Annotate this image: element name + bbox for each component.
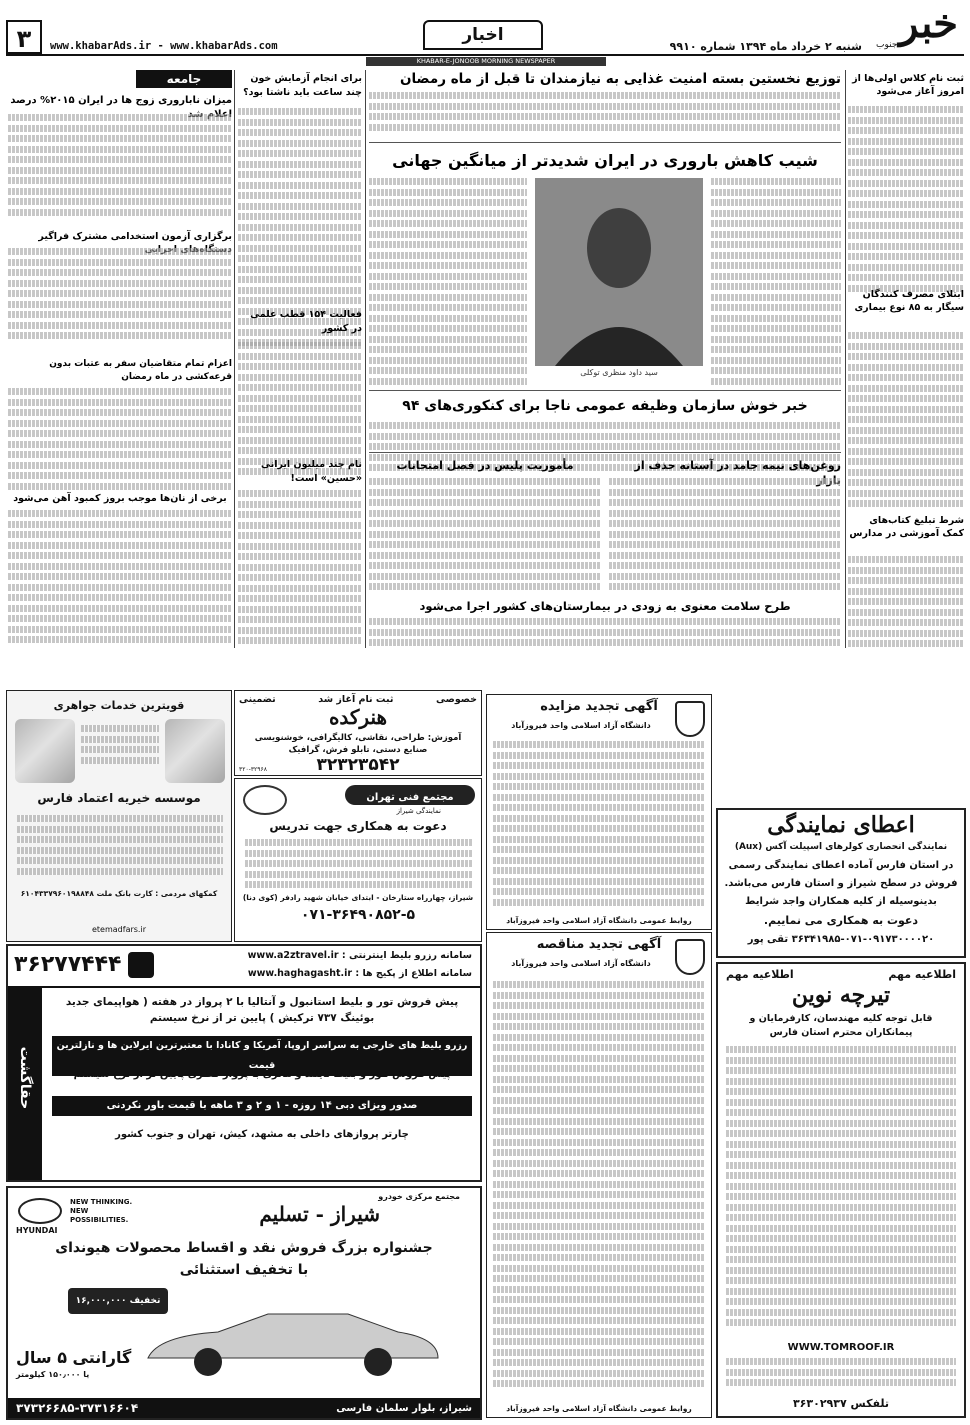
article-headline[interactable]: خبر خوش سازمان وظیفه عمومی ناجا برای کنکوری‌های ۹۴	[402, 398, 808, 414]
section-tab	[423, 20, 543, 50]
ad-address: شیراز، بلوار سلمان فارسی	[336, 1402, 472, 1414]
brand-text: حقاگشت	[17, 1046, 33, 1110]
lead-headline[interactable]: توزیع نخستین بسته امنیت غذایی به نیازمندان تا قبل از ماه رمضان	[399, 71, 841, 87]
section-title: اخبار	[462, 25, 504, 45]
ad-title: اعطای نمایندگی	[767, 812, 915, 838]
main-stories	[369, 70, 841, 648]
mid-column	[238, 70, 362, 648]
article-body	[848, 106, 964, 296]
ad-phone[interactable]: ۳۶۲۷۷۴۴۴	[14, 952, 122, 977]
article-body	[8, 248, 232, 344]
ad-line: صدور ویزای دبی ۱۴ روزه - ۱ و ۲ و ۳ ماهه با قیمت باور نکردنی	[52, 1096, 472, 1116]
ad-logo	[243, 785, 287, 815]
article-headline[interactable]: مأموریت پلیس در فصل امتحانات	[396, 459, 574, 472]
ad-hyundai[interactable]	[6, 1186, 482, 1420]
ad-line: چارتر پروازهای داخلی به مشهد، کیش، تهران و جنوب کشور	[115, 1129, 409, 1140]
ad-tirche[interactable]	[716, 962, 966, 1418]
article-body	[8, 114, 232, 224]
ad-label: اطلاعیه مهم	[726, 968, 794, 981]
article-headline[interactable]: برگزاری آزمون استخدامی مشترک فراگیر	[38, 231, 232, 242]
article-photo	[535, 178, 703, 366]
article-headline[interactable]: برخی از نان‌ها موجب بروز کمبود آهن می‌شود	[13, 493, 227, 504]
ad-travel[interactable]	[6, 944, 482, 1182]
article-headline[interactable]: ابتلای مصرف کنندگان سیگار به ۸۵ نوع بیماری	[854, 289, 964, 313]
article-body	[369, 478, 601, 596]
brand: HYUNDAI	[16, 1226, 58, 1235]
site-label: سامانه اطلاع از پکیج ها :	[355, 968, 472, 979]
lead-body	[369, 92, 841, 136]
ad-title: قویترین خدمات جواهری	[53, 699, 185, 712]
ad-org: دانشگاه آزاد اسلامی واحد فیروزآباد	[511, 721, 651, 730]
article-headline[interactable]: برای انجام آزمایش خون چند ساعت باید ناشتا بود؟	[243, 73, 362, 98]
ad-contact: کمکهای مردمی : کارت بانک ملت ۶۱۰۴۳۳۷۹۶۰۱۹۸۸۴۸	[20, 889, 218, 898]
ad-tender[interactable]	[486, 932, 712, 1418]
ad-headline: دعوت به همکاری جهت تدریس	[269, 819, 447, 833]
date-line: شنبه ۲ خرداد ماه ۱۳۹۴ شماره ۹۹۱۰	[669, 40, 862, 53]
ad-line: پیش فروش تـور و بلیط تایلند و مالزی با پرواز قطری پایین تر از نرخ سیستم	[73, 1069, 451, 1080]
masthead	[0, 0, 970, 66]
site-urls[interactable]: www.khabarAds.ir - www.khabarAds.com	[50, 40, 278, 52]
ad-name: موسسه خیریه اعتماد فارس	[37, 791, 201, 805]
photo-caption: سید داود منظری توکلی	[580, 368, 658, 377]
left-column	[8, 70, 232, 648]
phone-icon	[128, 952, 154, 978]
ad-line: نمایندگی انحصاری کولرهای اسپیلت آکس (Aux)	[734, 842, 948, 852]
logo	[870, 0, 962, 50]
article-headline[interactable]: فعالیت ۱۵۴ قطب علمی در کشور	[250, 309, 362, 334]
car-illustration	[138, 1306, 448, 1380]
hyundai-logo-icon	[18, 1198, 62, 1224]
article-headline[interactable]: روغن‌های نیمه جامد در آستانه حذف از	[634, 459, 841, 472]
ad-line: صنایع دستی، تابلو فرش، گرافیک	[288, 745, 428, 755]
ad-phone-label: تلفکس	[850, 1397, 890, 1410]
ad-phone[interactable]: ۳۷۳۲۶۶۸۵-۳۷۳۱۶۶۰۴	[16, 1401, 139, 1415]
ad-small: ۳۲۰-۳۲۹۶۸	[239, 766, 267, 773]
ad-phone[interactable]: ۰۷۱-۳۶۴۹۰۸۵۲-۵	[300, 907, 416, 923]
article-body	[848, 556, 964, 648]
right-column	[848, 70, 964, 648]
logo-word: خبر	[899, 0, 958, 47]
ad-name: شیراز - تسلیم	[259, 1202, 380, 1226]
ad-phone[interactable]: ۳۶۳۰۲۹۳۷	[792, 1397, 847, 1410]
ad-org: دانشگاه آزاد اسلامی واحد فیروزآباد	[511, 959, 651, 968]
ad-brand	[8, 988, 42, 1180]
site-label: سامانه رزرو بلیط اینترنتی :	[341, 950, 472, 961]
site-link[interactable]: www.haghagasht.ir	[247, 968, 353, 979]
discount-text: تخفیف ۱۶,۰۰۰,۰۰۰ تومان	[75, 1296, 161, 1332]
article-headline[interactable]: شرط تبلیغ کتاب‌های کمک آموزشی در مدارس	[849, 515, 964, 539]
ad-auction[interactable]	[486, 694, 712, 930]
logo-sub: جنوب	[876, 40, 898, 50]
article-headline[interactable]: نام چند میلیون ایرانی «حسین» است!	[261, 459, 362, 484]
article-body	[8, 510, 232, 648]
ad-tehran-tech[interactable]	[234, 778, 482, 942]
ad-label: اطلاعیه مهم	[888, 968, 956, 981]
article-body	[848, 332, 964, 514]
ad-title: آگهی تجدید مزایده	[540, 699, 658, 714]
ad-line: آموزش: طراحی، نقاشی، کالیگرافی، خوشنویسی	[254, 733, 462, 743]
ad-tag: تضمینی	[239, 694, 276, 705]
article-headline[interactable]: ثبت نام کلاس اولی‌ها از امروز آغاز می‌شود	[852, 73, 964, 97]
ad-phone[interactable]: ۳۶۳۴۱۹۸۵-۰۷۱-۰۹۱۷۳۰۰۰۰۲۰ تقی پور	[747, 934, 935, 945]
ad-hanarkadeh[interactable]	[234, 690, 482, 776]
ad-footer: روابط عمومی دانشگاه آزاد اسلامی واحد فیروزآباد	[506, 916, 692, 925]
ad-photo	[165, 719, 225, 783]
ad-line: در استان فارس آماده اعطای نمایندگی رسمی	[728, 860, 954, 871]
article-body	[369, 178, 527, 390]
ad-line: رزرو بلیط های خارجی به سراسر اروپا، آمریکا و کانادا با معتبرترین ایرلاین ها و نازلترین قیمت	[52, 1036, 472, 1076]
ad-title: تیرچه نوین	[791, 982, 891, 1008]
ad-address: شیراز، چهارراه ستارخان - ابتدای خیابان شهید رادفر (کوی دنا)	[242, 893, 474, 902]
article-body	[8, 388, 232, 498]
ad-web[interactable]: WWW.TOMROOF.IR	[787, 1342, 895, 1353]
article-body	[369, 618, 841, 648]
page-number: ۳	[6, 20, 42, 54]
site-link[interactable]: www.a2ztravel.ir	[247, 950, 339, 961]
article-headline[interactable]: میزان ناباروری زوج ها در ایران ۲۰۱۵% درصد	[10, 95, 232, 106]
car-icon	[138, 1306, 448, 1380]
ad-line: پیش فروش تور و بلیط استانبول و آنتالیا با ۲ پرواز در هفته ( هواپیمای جدید بوئینگ ۷۳۷ ترکیش ) پایین تر از نرخ سیستم	[65, 996, 459, 1024]
ad-line: فروش در سطح شیراز و استان فارس می‌باشد.	[724, 878, 958, 889]
discount-badge	[68, 1288, 168, 1332]
ad-subtitle: قابل توجه کلیه مهندسان، کارفرمایان و پیمانکاران محترم استان فارس	[749, 1013, 933, 1038]
ad-footer: روابط عمومی دانشگاه آزاد اسلامی واحد فیروزآباد	[506, 1404, 692, 1413]
article-headline[interactable]: طرح سلامت معنوی به زودی در بیمارستان‌های کشور اجرا می‌شود	[419, 599, 791, 613]
ad-phone[interactable]: ۳۲۳۲۳۵۴۲	[316, 755, 400, 775]
article-headline[interactable]: شیب کاهش باروری در ایران شدیدتر از میانگین جهانی	[392, 151, 818, 170]
ad-headline: جشنواره بزرگ فروش نقد و اقساط محصولات هیوندای	[55, 1240, 433, 1256]
ad-name: مجتمع فنی تهران	[366, 792, 454, 803]
article-headline[interactable]: اعزام تمام متقاضیان سفر به عتبات بدون قرعه‌کشی در ماه رمضان	[49, 359, 232, 382]
ad-photo	[15, 719, 75, 783]
ad-line: دعوت به همکاری می نماییم.	[763, 914, 919, 927]
ad-name: هنرکده	[328, 705, 388, 729]
ad-etemad[interactable]	[6, 690, 232, 942]
section-label: جامعه	[136, 70, 232, 88]
english-name: KHABAR-E-JONOOB MORNING NEWSPAPER	[366, 57, 606, 66]
warranty-km: یا ۱۵۰٫۰۰۰ کیلومتر	[16, 1370, 90, 1379]
ad-sub: نمایندگی شیراز	[396, 807, 441, 815]
warranty: گارانتی ۵ سال	[16, 1348, 132, 1367]
ad-tag: خصوصی	[436, 694, 477, 705]
tagline: NEW THINKING. NEW POSSIBILITIES.	[70, 1198, 133, 1224]
ad-web[interactable]: etemadfars.ir	[92, 925, 146, 934]
ad-top: مجتمع مرکزی خودرو	[378, 1192, 460, 1201]
ad-sub: با تخفیف استثنائی	[179, 1262, 309, 1278]
article-body	[711, 178, 841, 390]
ad-title: آگهی تجدید مناقصه	[536, 937, 662, 952]
ad-tag: ثبت نام آغاز شد	[318, 694, 394, 705]
ad-line: بدینوسیله از کلیه همکاران واجد شرایط	[745, 896, 937, 907]
portrait-icon	[535, 178, 703, 366]
article-body	[238, 490, 362, 648]
ad-badge	[345, 785, 475, 805]
article-body	[609, 478, 841, 596]
ad-aux[interactable]	[716, 808, 966, 958]
